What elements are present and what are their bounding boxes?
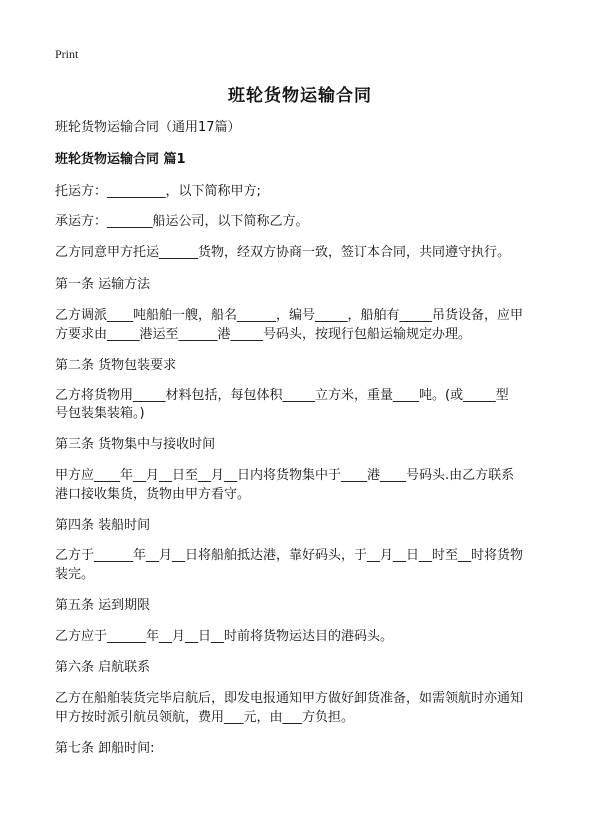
print-link[interactable]: Print <box>55 47 79 61</box>
article-1-line-1: 乙方调派____吨船舶一艘，船名______，编号_____，船舶有_____吊货设备，应甲 <box>55 308 524 323</box>
article-4-line-1: 乙方于______年__月__日将船舶抵达港，靠好码头，于__月__日__时至__时将货物 <box>55 548 524 563</box>
section-heading: 班轮货物运输合同 篇1 <box>55 152 186 167</box>
article-6-title: 第六条 启航联系 <box>55 660 151 675</box>
article-2-title: 第二条 货物包装要求 <box>55 358 177 373</box>
article-1-title: 第一条 运输方法 <box>55 277 151 292</box>
article-3-line-1: 甲方应____年__月__日至__月__日内将货物集中于____港____号码头.由乙方联系 <box>55 468 515 483</box>
article-2-line-2: 号包装集装箱。) <box>55 406 145 421</box>
article-3-title: 第三条 货物集中与接收时间 <box>55 437 216 452</box>
document-subtitle: 班轮货物运输合同（通用17篇） <box>55 120 241 135</box>
article-5-title: 第五条 运到期限 <box>55 598 151 613</box>
article-1-line-2: 方要求由_____港运至______港_____号码头，按现行包船运输规定办理。 <box>55 327 472 342</box>
consignor-line: 托运方：_________，以下简称甲方; <box>55 184 261 199</box>
article-4-title: 第四条 装船时间 <box>55 518 151 533</box>
article-7-title: 第七条 卸船时间: <box>55 741 155 756</box>
article-5-line-1: 乙方应于______年__月__日__时前将货物运达目的港码头。 <box>55 629 394 644</box>
carrier-line: 承运方：_______船运公司，以下简称乙方。 <box>55 214 309 229</box>
article-3-line-2: 港口接收集货，货物由甲方看守。 <box>55 487 251 502</box>
article-6-line-1: 乙方在船舶装货完毕启航后，即发电报通知甲方做好卸货准备，如需领航时亦通知 <box>55 691 524 706</box>
intro-paragraph: 乙方同意甲方托运______货物，经双方协商一致，签订本合同，共同遵守执行。 <box>55 245 511 260</box>
article-4-line-2: 装完。 <box>55 567 95 582</box>
document-title: 班轮货物运输合同 <box>228 86 372 106</box>
article-6-line-2: 甲方按时派引航员领航，费用___元，由___方负担。 <box>55 710 355 725</box>
article-2-line-1: 乙方将货物用_____材料包括，每包体积_____立方米，重量____吨。(或_____型 <box>55 388 509 403</box>
